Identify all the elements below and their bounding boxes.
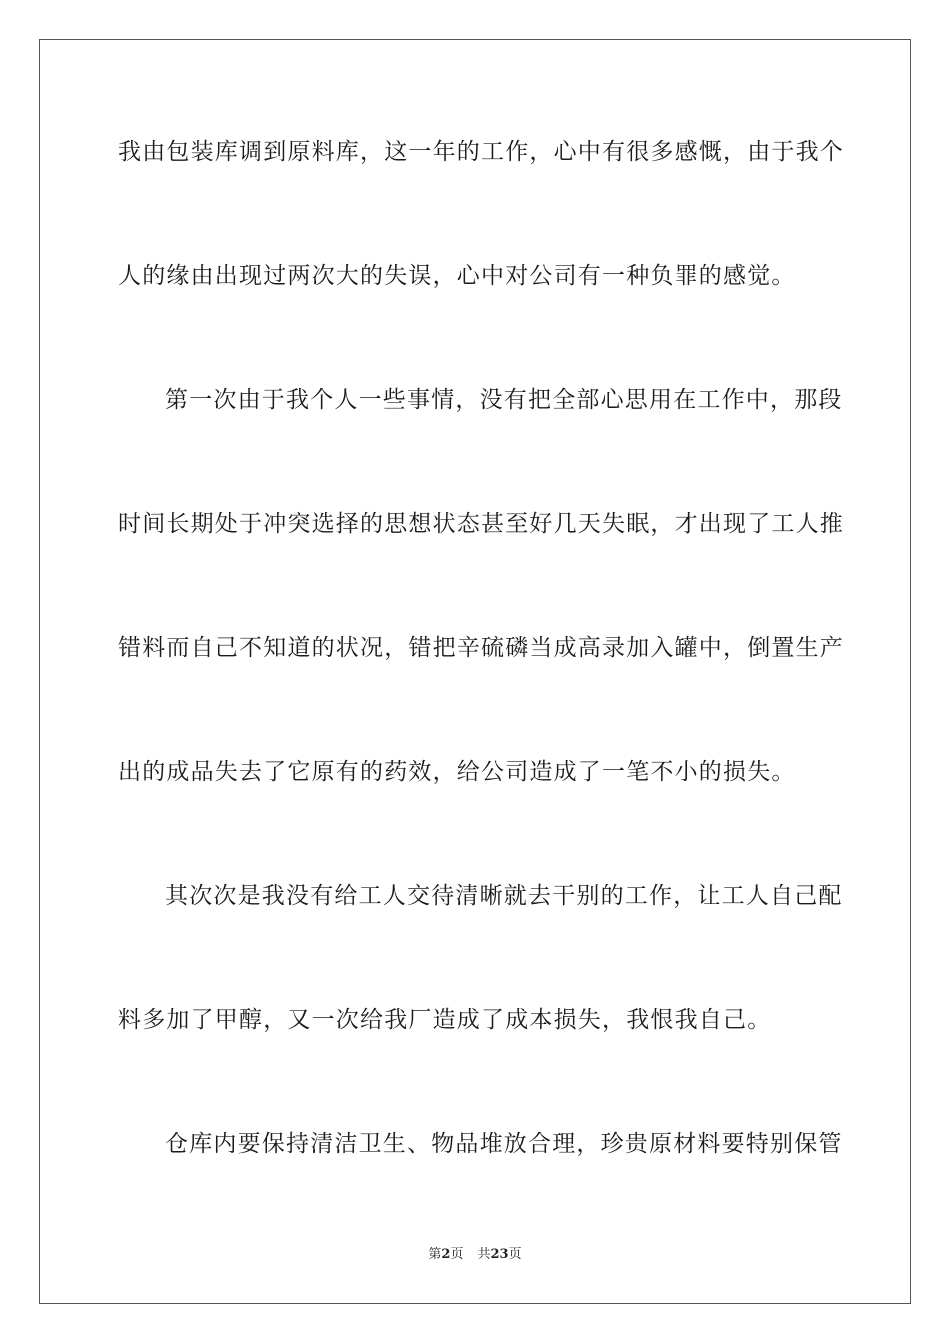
- body-text-line-4: 时间长期处于冲突选择的思想状态甚至好几天失眠，才出现了工人推: [118, 511, 844, 537]
- page-footer: [0, 1247, 950, 1263]
- page-border: [39, 39, 911, 1304]
- body-text-line-5: 错料而自己不知道的状况，错把辛硫磷当成高录加入罐中，倒置生产: [118, 635, 844, 661]
- page-unit: 页: [450, 1247, 464, 1262]
- body-text-line-3: 第一次由于我个人一些事情，没有把全部心思用在工作中，那段: [165, 387, 843, 413]
- body-text-line-8: 料多加了甲醇，又一次给我厂造成了成本损失，我恨我自己。: [118, 1007, 772, 1033]
- body-text-line-2: 人的缘由出现过两次大的失误，心中对公司有一种负罪的感觉。: [118, 263, 796, 289]
- total-prefix: 共: [477, 1247, 491, 1262]
- page-number: 2: [441, 1247, 451, 1262]
- body-text-line-6: 出的成品失去了它原有的药效，给公司造成了一笔不小的损失。: [118, 759, 796, 785]
- body-text-line-7: 其次次是我没有给工人交待清晰就去干别的工作，让工人自己配: [165, 883, 843, 909]
- body-text-line-9: 仓库内要保持清洁卫生、物品堆放合理，珍贵原材料要特别保管: [165, 1131, 843, 1157]
- body-text-line-1: 我由包装库调到原料库，这一年的工作，心中有很多感慨，由于我个: [118, 139, 844, 165]
- total-pages: 23: [490, 1247, 509, 1262]
- page-prefix: 第: [428, 1247, 442, 1262]
- total-unit: 页: [508, 1247, 522, 1262]
